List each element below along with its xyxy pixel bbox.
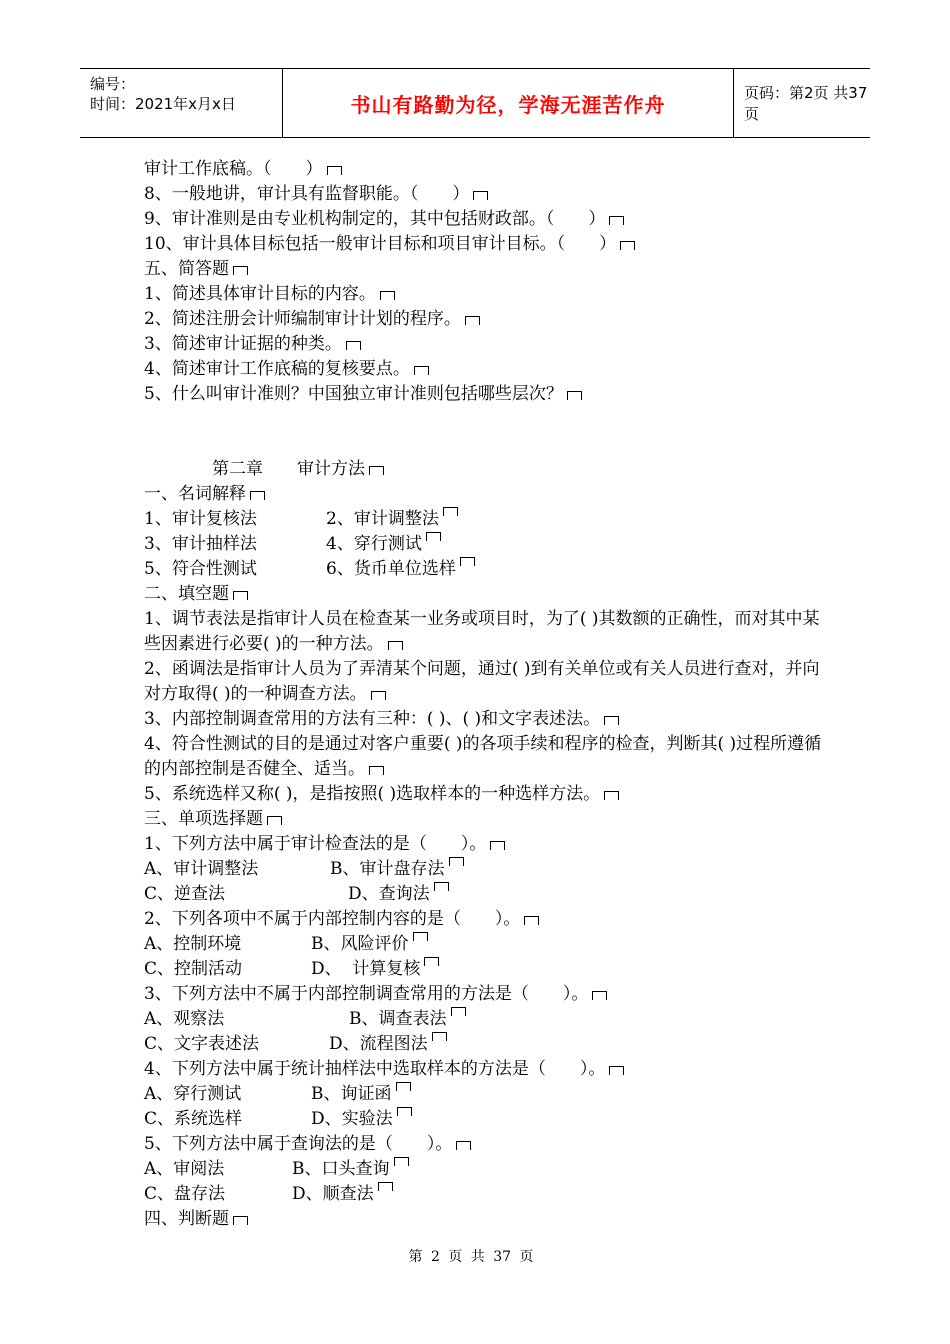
term-row: 5、符合性测试 6、货币单位选样	[144, 557, 824, 582]
option-row: C、文字表述法 D、流程图法	[144, 1032, 824, 1057]
option-row: C、逆查法 D、查询法	[144, 882, 824, 907]
paragraph-mark-icon	[424, 957, 439, 966]
paragraph-mark-icon	[524, 916, 539, 925]
document-body	[144, 157, 824, 1232]
paragraph-mark-icon	[490, 841, 505, 850]
paragraph-mark-icon	[426, 532, 441, 541]
fill-question: 3、内部控制调查常用的方法有三种：( )、( )和文字表述法。	[144, 707, 824, 732]
choice-question: 1、下列方法中属于审计检查法的是（ ）。	[144, 832, 824, 857]
paragraph-mark-icon	[396, 1082, 411, 1091]
code-label: 编号：	[90, 75, 136, 93]
paragraph-mark-icon	[327, 166, 342, 175]
option-row: C、系统选样 D、实验法	[144, 1107, 824, 1132]
section-heading: 三、单项选择题	[144, 807, 824, 832]
paragraph-mark-icon	[443, 507, 458, 516]
header-info-cell	[80, 69, 283, 137]
choice-question: 4、下列方法中属于统计抽样法中选取样本的方法是（ ）。	[144, 1057, 824, 1082]
chapter-title: 第二章 审计方法	[144, 457, 824, 482]
paragraph-mark-icon	[592, 991, 607, 1000]
paragraph-mark-icon	[394, 1157, 409, 1166]
paragraph-mark-icon	[456, 1141, 471, 1150]
fill-question: 2、函调法是指审计人员为了弄清某个问题，通过( )到有关单位或有关人员进行查对，并向对方取得( )的一种调查方法。	[144, 659, 820, 704]
fill-question: 1、调节表法是指审计人员在检查某一业务或项目时，为了( )其数额的正确性，而对其中某些因素进行必要( )的一种方法。	[144, 609, 820, 654]
text-line: 3、简述审计证据的种类。	[144, 332, 824, 357]
choice-question: 5、下列方法中属于查询法的是（ ）。	[144, 1132, 824, 1157]
header-table	[80, 68, 870, 138]
option-row: A、审计调整法 B、审计盘存法	[144, 857, 824, 882]
paragraph-mark-icon	[388, 641, 403, 650]
text-line: 审计工作底稿。（ ）	[144, 157, 824, 182]
paragraph-mark-icon	[378, 1182, 393, 1191]
paragraph-mark-icon	[620, 241, 635, 250]
term-row: 1、审计复核法 2、审计调整法	[144, 507, 824, 532]
paragraph-mark-icon	[233, 1216, 248, 1225]
paragraph-mark-icon	[369, 466, 384, 475]
text-line: 9、审计准则是由专业机构制定的，其中包括财政部。（ ）	[144, 207, 824, 232]
paragraph-mark-icon	[414, 366, 429, 375]
paragraph-mark-icon	[567, 391, 582, 400]
section-heading: 四、判断题	[144, 1207, 824, 1232]
text-line: 4、简述审计工作底稿的复核要点。	[144, 357, 824, 382]
section-heading: 一、名词解释	[144, 482, 824, 507]
text-line: 2、简述注册会计师编制审计计划的程序。	[144, 307, 824, 332]
option-row: C、控制活动 D、 计算复核	[144, 957, 824, 982]
page-label: 页码：第2页 共37页	[744, 84, 868, 123]
choice-question: 3、下列方法中不属于内部控制调查常用的方法是（ ）。	[144, 982, 824, 1007]
paragraph-mark-icon	[432, 1032, 447, 1041]
paragraph-mark-icon	[609, 216, 624, 225]
paragraph-mark-icon	[346, 341, 361, 350]
fill-question: 4、符合性测试的目的是通过对客户重要( )的各项手续和程序的检查，判断其( )过程所遵循的内部控制是否健全、适当。	[144, 734, 822, 779]
section-heading: 五、简答题	[144, 257, 824, 282]
choice-question: 2、下列各项中不属于内部控制内容的是（ ）。	[144, 907, 824, 932]
page-footer: 第 2 页 共 37 页	[408, 1249, 534, 1265]
fill-question: 5、系统选样又称( )，是指按照( )选取样本的一种选样方法。	[144, 782, 824, 807]
paragraph-mark-icon	[267, 816, 282, 825]
paragraph-mark-icon	[413, 932, 428, 941]
paragraph-mark-icon	[250, 491, 265, 500]
paragraph-mark-icon	[434, 882, 449, 891]
option-row: A、穿行测试 B、询证函	[144, 1082, 824, 1107]
option-row: A、审阅法 B、口头查询	[144, 1157, 824, 1182]
paragraph-mark-icon	[369, 766, 384, 775]
paragraph-mark-icon	[460, 557, 475, 566]
time-label: 时间：2021年x月x日	[90, 95, 236, 113]
motto: 书山有路勤为径，学海无涯苦作舟	[350, 92, 666, 117]
paragraph-mark-icon	[371, 691, 386, 700]
paragraph-mark-icon	[604, 716, 619, 725]
text-line: 10、审计具体目标包括一般审计目标和项目审计目标。（ ）	[144, 232, 824, 257]
option-row: A、控制环境 B、风险评价	[144, 932, 824, 957]
paragraph-mark-icon	[465, 316, 480, 325]
paragraph-mark-icon	[233, 266, 248, 275]
text-line: 5、什么叫审计准则？中国独立审计准则包括哪些层次？	[144, 382, 824, 407]
text-line: 8、一般地讲，审计具有监督职能。（ ）	[144, 182, 824, 207]
header-motto-cell	[283, 69, 734, 137]
text-line: 1、简述具体审计目标的内容。	[144, 282, 824, 307]
paragraph-mark-icon	[449, 857, 464, 866]
option-row: C、盘存法 D、顺查法	[144, 1182, 824, 1207]
section-heading: 二、填空题	[144, 582, 824, 607]
paragraph-mark-icon	[380, 291, 395, 300]
paragraph-mark-icon	[451, 1007, 466, 1016]
paragraph-mark-icon	[397, 1107, 412, 1116]
term-row: 3、审计抽样法 4、穿行测试	[144, 532, 824, 557]
paragraph-mark-icon	[473, 191, 488, 200]
paragraph-mark-icon	[609, 1066, 624, 1075]
paragraph-mark-icon	[233, 591, 248, 600]
option-row: A、观察法 B、调查表法	[144, 1007, 824, 1032]
paragraph-mark-icon	[604, 791, 619, 800]
